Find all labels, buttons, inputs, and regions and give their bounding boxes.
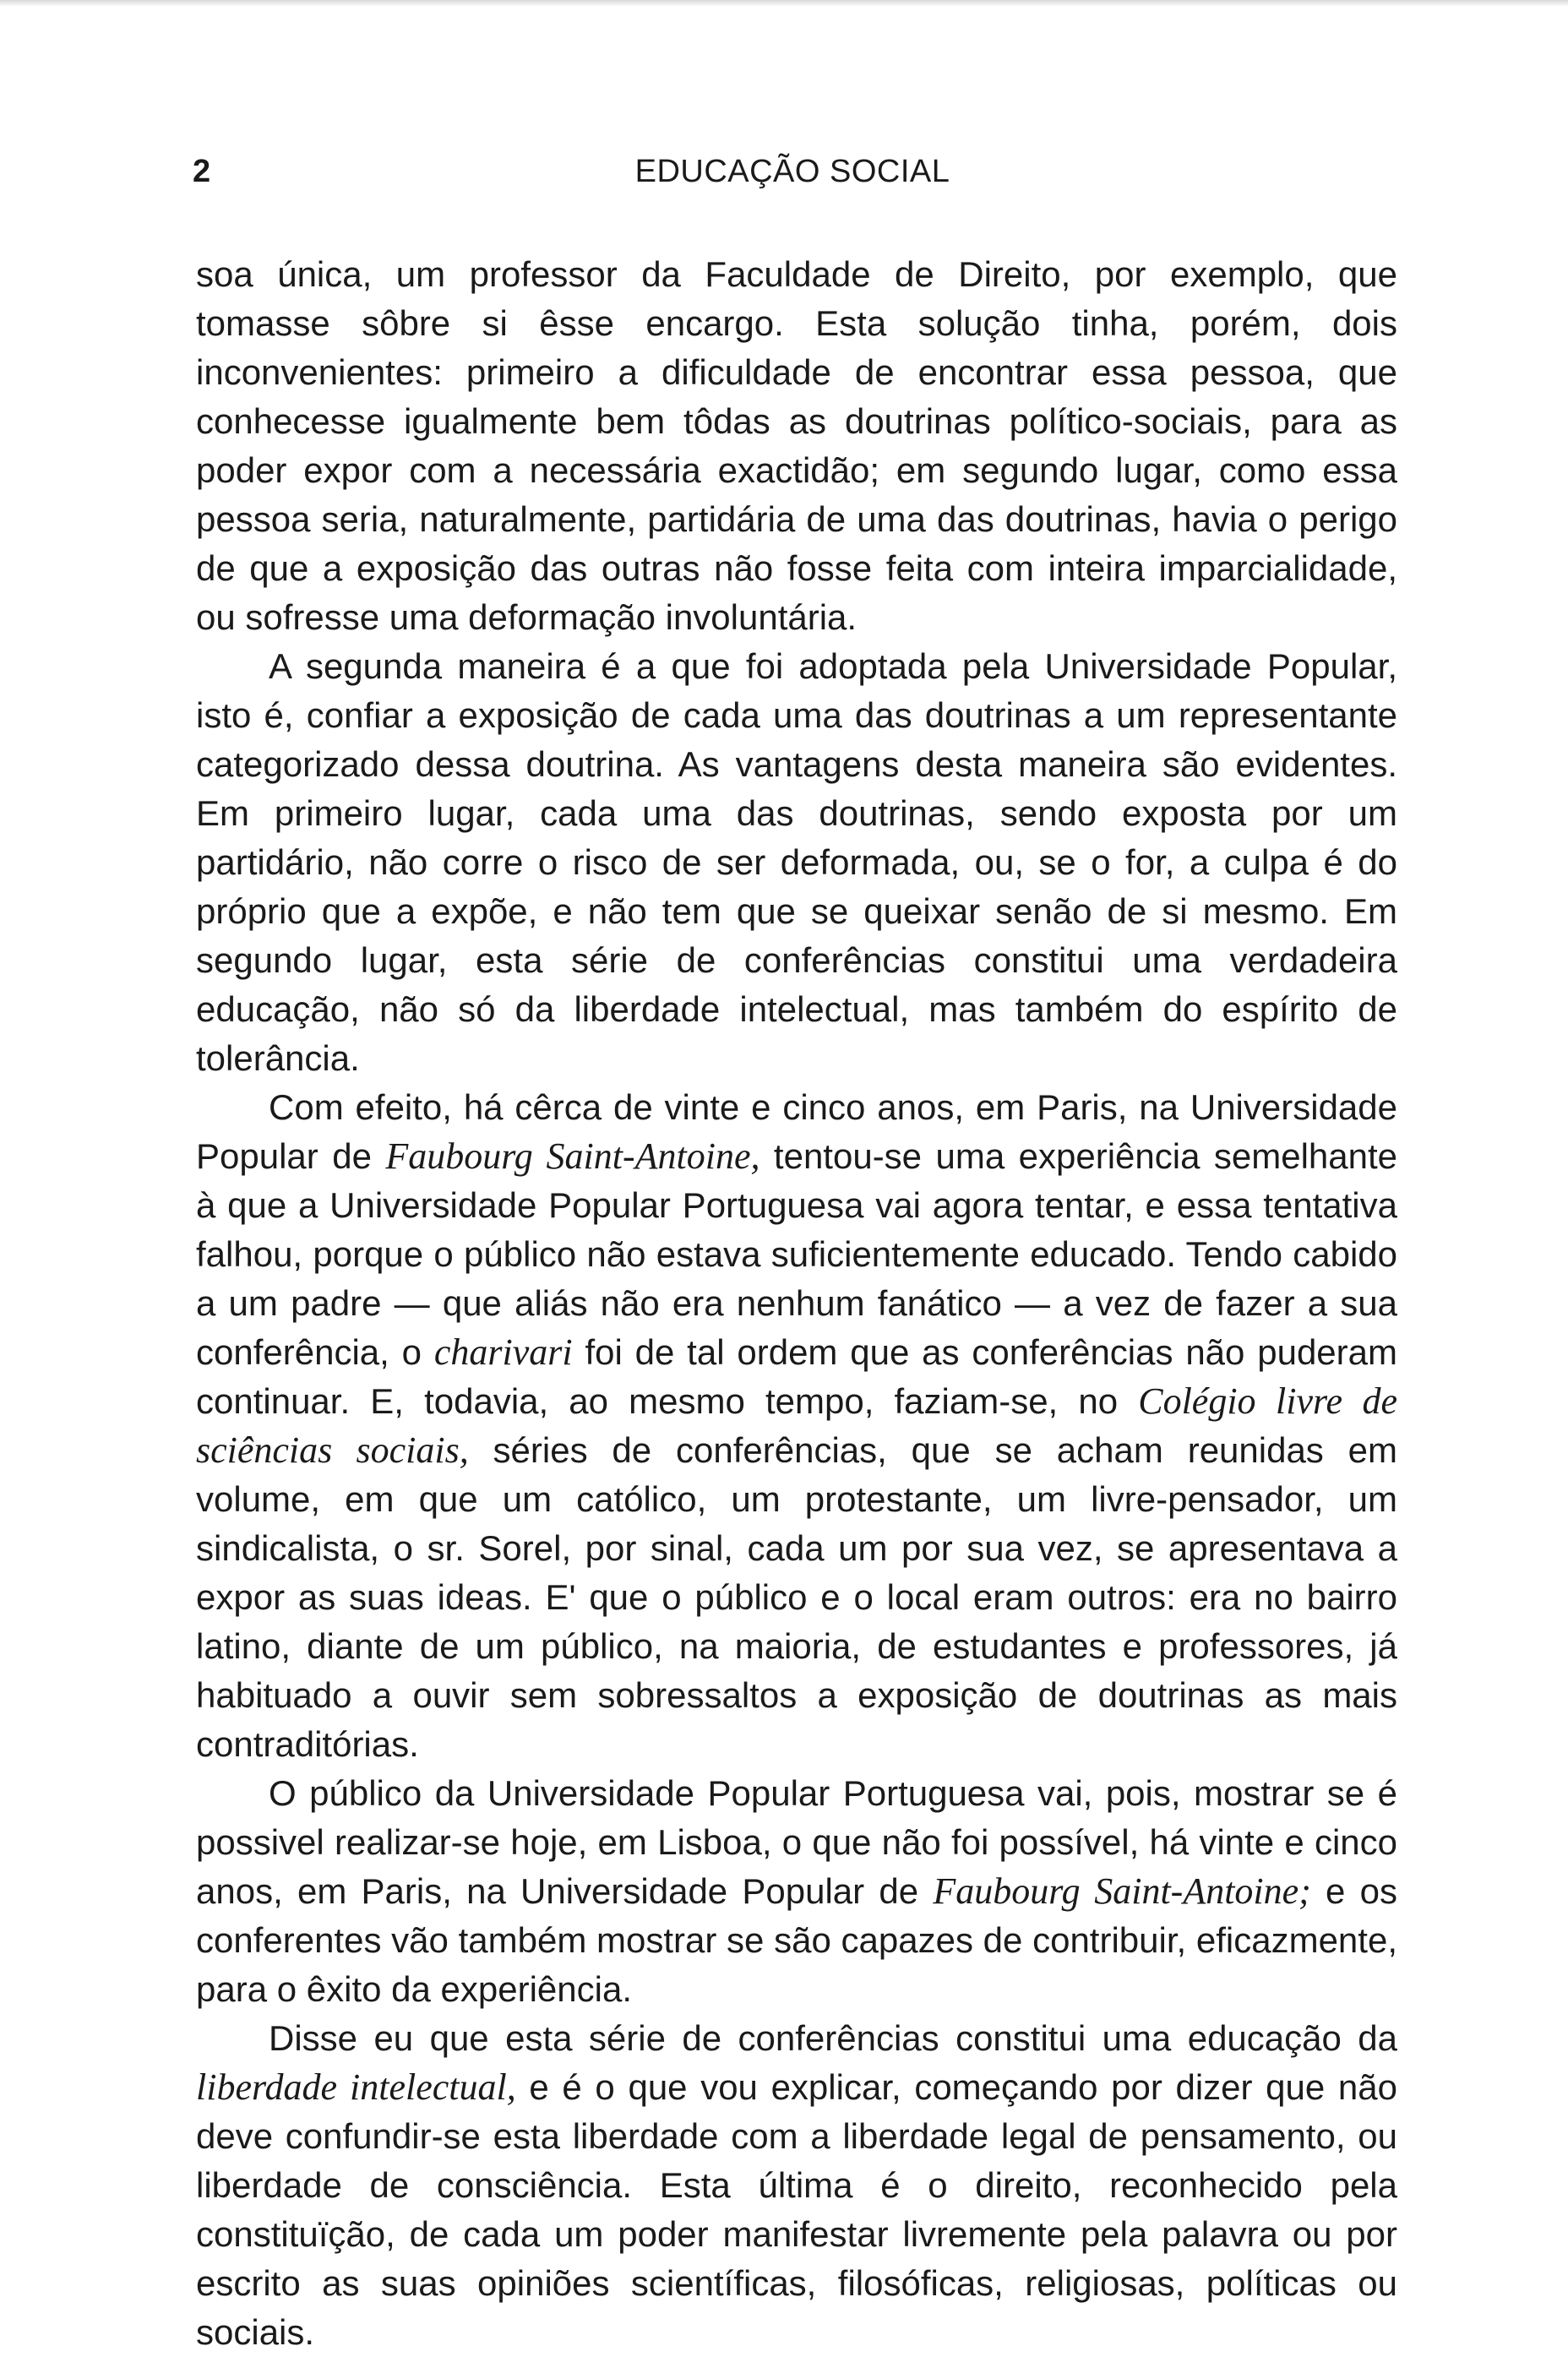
text-run: soa única, um professor da Faculdade de Direito, por exemplo, que tomasse sôbre si êsse encargo. Esta solução tinha, porém, dois inconvenientes: primeiro a dificuldade de encontrar essa pessoa, que conhecesse igualmente bem tôdas as doutrinas político-sociais, para as poder expor com a necessária exactidão; em segundo lugar, como essa pessoa seria, naturalmente, partidária de uma das doutrinas, havia o perigo de que a exposição das outras não fosse feita com inteira imparcialidade, ou sofresse uma deformação involuntária. xyxy=(196,254,1397,637)
text-run: séries de conferências, que se acham reunidas em volume, em que um católico, um protestante, um livre-pensador, um sindicalista, o sr. Sorel, por sinal, cada um por sua vez, se apresentava a expor as suas ideas. E' que o público e o local eram outros: era no bairro latino, diante de um público, na maioria, de estudantes e professores, já habituado a ouvir sem sobressaltos a exposição de doutrinas as mais contraditórias. xyxy=(196,1430,1398,1764)
body-text xyxy=(196,250,1397,2357)
paragraph-5 xyxy=(196,2014,1397,2357)
text-run: foi de tal ordem que as conferências não puderam continuar. E, todavia, ao mesmo tempo, faziam-se, no xyxy=(196,1332,1397,1421)
paragraph-4 xyxy=(196,1769,1397,2014)
page-header xyxy=(193,154,1392,204)
text-run: Com efeito, há cêrca de vinte e cinco anos, em Paris, na Universidade Popular de xyxy=(196,1087,1397,1176)
scan-edge-shadow xyxy=(0,0,1568,7)
paragraph-3 xyxy=(196,1083,1397,1769)
text-run: A segunda maneira é a que foi adoptada pela Universidade Popular, isto é, confiar a exposição de cada uma das doutrinas a um representante categorizado dessa doutrina. As vantagens desta maneira são evidentes. Em primeiro lugar, cada uma das doutrinas, sendo exposta por um partidário, não corre o risco de ser deformada, ou, se o for, a culpa é do próprio que a expõe, e não tem que se queixar senão de si mesmo. Em segundo lugar, esta série de conferências constitui uma verdadeira educação, não só da liberdade intelectual, mas também do espírito de tolerância. xyxy=(196,646,1397,1078)
running-title: EDUCAÇÃO SOCIAL xyxy=(634,154,950,189)
italic-text-run: liberdade intelectual, xyxy=(196,2066,516,2108)
text-run: tentou-se uma experiência semelhante à que a Universidade Popular Portuguesa vai agora tentar, e essa tentativa falhou, porque o público não estava suficientemente educado. Tendo cabido a um padre — que aliás não era nenhum fanático — a vez de fazer a sua conferência, o xyxy=(196,1136,1398,1372)
paragraph-1 xyxy=(196,250,1397,642)
text-run: e é o que vou explicar, começando por dizer que não deve confundir-se esta liberdade com a liberdade legal de pensamento, ou liberdade de consciência. Esta última é o direito, reconhecido pela constituïção, de cada um poder manifestar livremente pela palavra ou por escrito as suas opiniões scientíficas, filosóficas, religiosas, políticas ou sociais. xyxy=(196,2067,1398,2352)
page-number: 2 xyxy=(193,154,211,189)
text-run: Disse eu que esta série de conferências constitui uma educação da xyxy=(269,2018,1397,2058)
italic-text-run: Colégio livre de sciências sociais, xyxy=(196,1380,1397,1471)
text-run: e os conferentes vão também mostrar se são capazes de contribuir, eficazmente, para o êxito da experiência. xyxy=(196,1871,1397,2009)
italic-text-run: charivari xyxy=(433,1331,573,1373)
text-run: O público da Universidade Popular Portuguesa vai, pois, mostrar se é possivel realizar-se hoje, em Lisboa, o que não foi possível, há vinte e cinco anos, em Paris, na Universidade Popular de xyxy=(196,1773,1397,1911)
italic-text-run: Faubourg Saint-Antoine, xyxy=(385,1135,760,1177)
italic-text-run: Faubourg Saint-Antoine; xyxy=(933,1870,1311,1912)
paragraph-2 xyxy=(196,642,1397,1083)
